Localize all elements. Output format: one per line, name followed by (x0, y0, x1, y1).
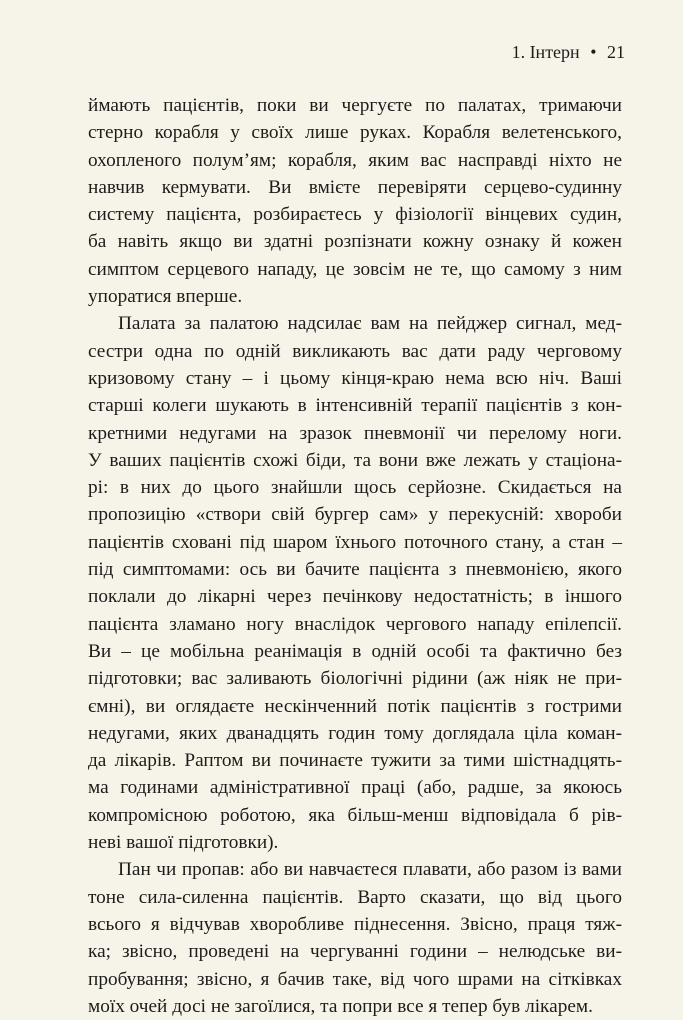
text-line: пробування; звісно, я бачив таке, від чого шрами на сітківках (88, 968, 622, 990)
text-line: сестри одна по одній викликають вас дати раду черговому (88, 340, 622, 362)
text-line: да лікарів. Раптом ви починаєте тужити за тими шістнадцять- (88, 750, 622, 772)
paragraph (88, 310, 622, 856)
chapter-title: 1. Інтерн (511, 42, 580, 62)
text-line: Ви – це мобільна реанімація в одній особі та фактично без (88, 640, 622, 662)
text-line: під симптомами: ось ви бачите пацієнта з пневмонією, якого (88, 559, 622, 581)
text-line: Палата за палатою надсилає вам на пейджер сигнал, мед- (118, 313, 622, 335)
text-line: ймають пацієнтів, поки ви чергуєте по палатах, тримаючи (88, 95, 622, 116)
text-line: ба навіть якщо ви здатні розпізнати кожну ознаку й кожен (88, 231, 622, 253)
text-line: ка; звісно, проведені на чергуванні години – нелюдське ви- (88, 941, 622, 963)
paragraph (88, 92, 622, 310)
text-line: моїх очей досі не загоїлися, та попри все я тепер був лікарем. (88, 995, 593, 1017)
header-separator: • (590, 42, 597, 62)
text-line: ма годинами адміністративної праці (або, радше, за якоюсь (88, 777, 622, 799)
text-line: кризовому стану – і цьому кінця-краю нема всю ніч. Ваші (88, 367, 622, 389)
text-line: недугами, яких дванадцять годин тому доглядала ціла коман- (88, 722, 622, 744)
text-line: неві вашої підготовки). (88, 832, 279, 854)
page-number: 21 (607, 42, 625, 62)
text-line: кретними недугами на зразок пневмонії чи перелому ноги. (88, 422, 622, 444)
running-head (512, 42, 625, 63)
text-line: компромісною роботою, яка більш-менш відповідала б рів- (88, 804, 622, 826)
text-line: пацієнта зламано ногу внаслідок чергового нападу епілепсії. (88, 613, 622, 635)
text-line: тоне сила-силенна пацієнтів. Варто сказати, що від цього (88, 886, 622, 908)
text-line: систему пацієнта, розбираєтесь у фізіології вінцевих судин, (88, 204, 622, 226)
text-line: пацієнтів сховані під шаром їхнього поточного стану, а стан – (88, 531, 622, 553)
text-line: рі: в них до цього знайшли щось серйозне. Скидається на (88, 477, 622, 499)
text-line: старші колеги шукають в інтенсивній терапії пацієнтів з кон- (88, 395, 622, 417)
text-line: навчив кермувати. Ви вмієте перевіряти серцево-судинну (88, 176, 622, 198)
text-line: Пан чи пропав: або ви навчаєтеся плавати, або разом із вами (118, 859, 622, 881)
text-line: У ваших пацієнтів схожі біди, та вони вже лежать у стаціона- (88, 449, 622, 471)
text-line: всього я відчував хворобливе піднесення. Звісно, праця тяж- (88, 913, 622, 935)
text-line: упоратися вперше. (88, 286, 243, 308)
text-line: ємні), ви оглядаєте нескінченний потік пацієнтів з гострими (88, 695, 622, 717)
text-line: підготовки; вас заливають біологічні рідини (аж ніяк не при- (88, 668, 622, 690)
text-line: поклали до лікарні через печінкову недостатність; в іншого (88, 586, 622, 608)
text-line: пропозицію «створи свій бургер сам» у перекусній: хвороби (88, 504, 622, 526)
text-line: симптом серцевого нападу, це зовсім не те, що самому з ним (88, 258, 622, 280)
body-text (88, 92, 622, 1020)
paragraph (88, 856, 622, 1020)
text-line: стерно корабля у своїх лише руках. Корабля велетенського, (88, 122, 622, 144)
text-line: охопленого полум’ям; корабля, яким вас насправді ніхто не (88, 149, 622, 171)
